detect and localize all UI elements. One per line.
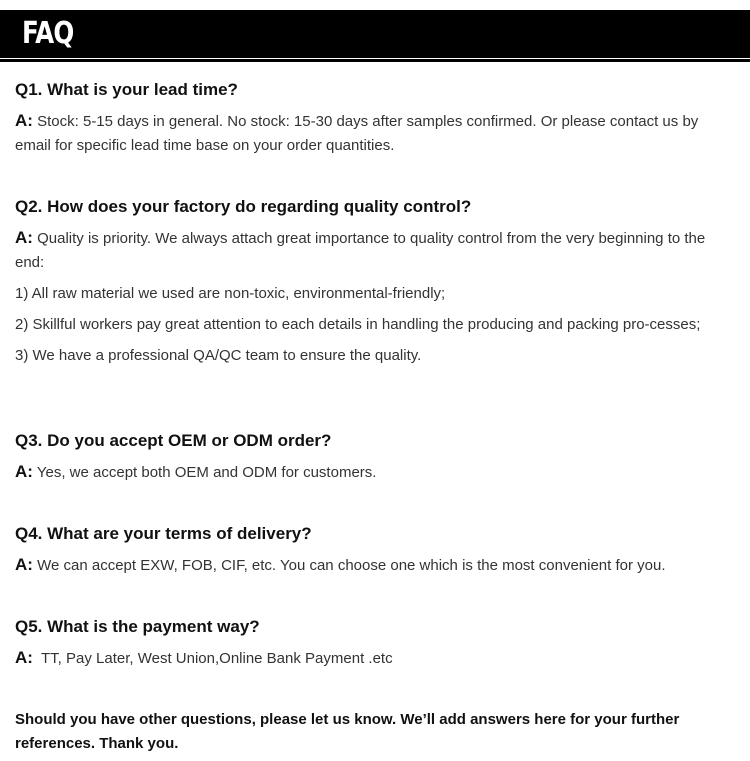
answer-mark: A: xyxy=(15,462,33,481)
header-divider xyxy=(0,59,750,62)
answer-text-q1: Stock: 5-15 days in general. No stock: 15-30 days after samples confirmed. Or please contact us by email for specific lead time base on your order quantities. xyxy=(15,113,699,154)
answer-mark: A: xyxy=(15,555,33,574)
answer-q2 xyxy=(15,226,735,275)
answer-q3 xyxy=(15,460,735,485)
answer-mark: A: xyxy=(15,111,33,130)
question-q4: Q4. What are your terms of delivery? xyxy=(15,524,312,543)
answer-mark: A: xyxy=(15,228,33,247)
question-q3: Q3. Do you accept OEM or ODM order? xyxy=(15,431,332,450)
answer-text-q4: We can accept EXW, FOB, CIF, etc. You can choose one which is the most convenient for you. xyxy=(37,557,666,574)
answer-q1 xyxy=(15,109,735,158)
closing-note: Should you have other questions, please let us know. We’ll add answers here for your further references. Thank you. xyxy=(15,711,680,752)
quality-point-1: 1) All raw material we used are non-toxic, environmental-friendly; xyxy=(15,285,446,302)
answer-mark: A: xyxy=(15,648,33,667)
question-q2: Q2. How does your factory do regarding quality control? xyxy=(15,197,472,216)
faq-item-q2 xyxy=(15,197,735,368)
faq-item-q5 xyxy=(15,617,735,671)
answer-q4 xyxy=(15,553,735,578)
answer-text-q2: Quality is priority. We always attach great importance to quality control from the very beginning to the end: xyxy=(15,230,706,271)
quality-point-2: 2) Skillful workers pay great attention to each details in handling the producing and packing pro-cesses; xyxy=(15,316,701,333)
faq-item-q4 xyxy=(15,524,735,578)
question-q1: Q1. What is your lead time? xyxy=(15,80,238,99)
question-q5: Q5. What is the payment way? xyxy=(15,617,260,636)
faq-item-q3 xyxy=(15,431,735,485)
faq-header-bar xyxy=(0,10,750,58)
answer-text-q3: Yes, we accept both OEM and ODM for customers. xyxy=(36,464,377,481)
answer-text-q5: TT, Pay Later, West Union,Online Bank Payment .etc xyxy=(37,650,393,667)
quality-point-3: 3) We have a professional QA/QC team to ensure the quality. xyxy=(15,347,422,364)
faq-title: FAQ xyxy=(22,16,74,51)
answer-q5 xyxy=(15,646,735,671)
faq-item-q1 xyxy=(15,80,735,158)
